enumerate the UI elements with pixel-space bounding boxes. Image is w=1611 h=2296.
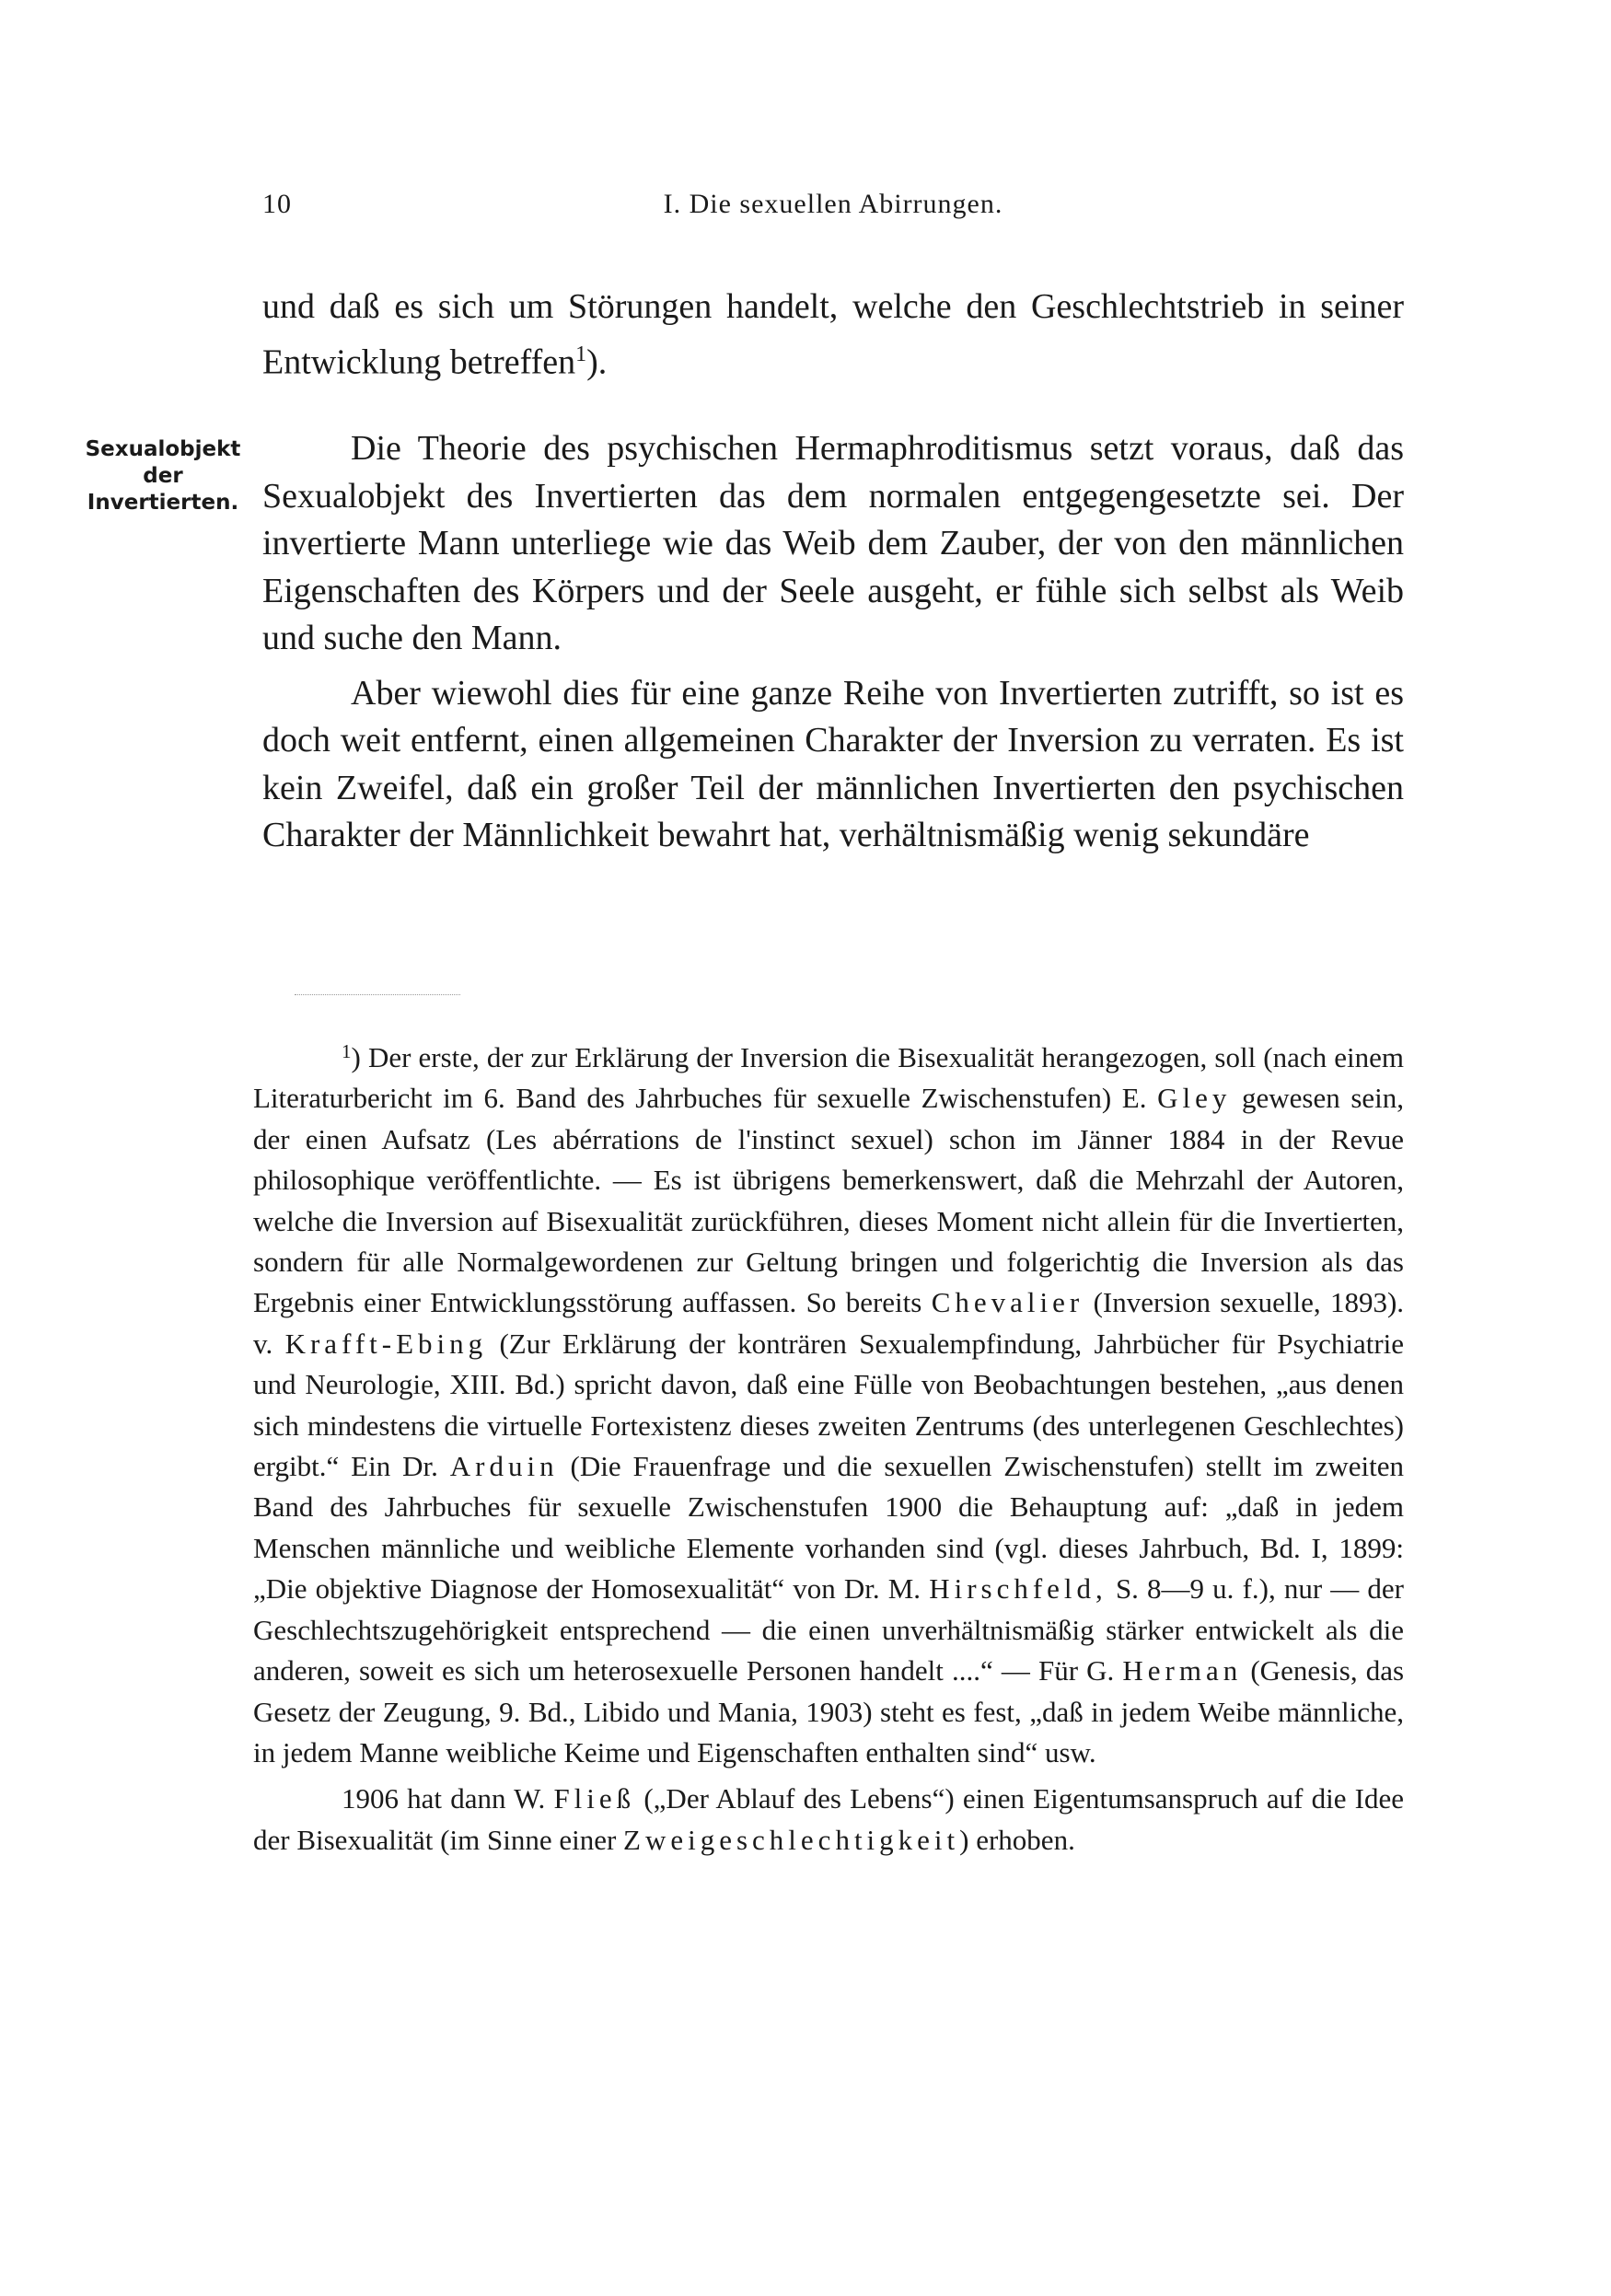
marginal-note-line: Sexualobjekt [85,437,241,461]
emphasized-term: Zweigeschlechtigkeit [623,1823,960,1856]
footnote-marker: 1 [342,1040,352,1062]
marginal-note-line: Invertierten. [87,491,239,515]
footnote-divider [295,994,460,995]
body-text [262,425,1404,860]
author-name: Krafft-Ebing [284,1327,488,1360]
marginal-note-line: der [143,464,183,488]
running-title: I. Die sexuellen Abirrungen. [663,189,1003,219]
author-name: Chevalier [931,1286,1084,1319]
page-header [262,189,1404,235]
author-name: Herman [1122,1654,1243,1687]
marginal-note [66,436,260,516]
author-name: Arduin [449,1450,559,1483]
author-name: Hirschfeld, [929,1572,1107,1606]
paragraph: Aber wiewohl dies für eine ganze Reihe von Invertierten zutrifft, so ist es doch weit entfernt, einen allgemeinen Charakter der Inversion zu verraten. Es ist kein Zweifel, daß ein großer Teil der männlichen Invertierten den psychischen Charakter der Männlichkeit bewahrt hat, verhältnismäßig wenig sekundäre [262,673,1404,854]
footnote [253,1031,1404,1861]
author-name: Fließ [553,1782,636,1815]
footnote-paragraph: $^1$) Der erste, der zur Erklärung der Inversion die Bisexualität herangezogen, soll (nach einem Literaturbericht im 6. Band des Jahrbuches für sexuelle Zwischenstufen) E. Gley gewesen sein, der einen Aufsatz (Les abérrations de l'instinct sexuel) schon im Jänner 1884 in der Revue philosophique veröffentlichte. — Es ist übrigens bemerkenswert, daß die Mehrzahl der Autoren, welche die Inversion auf Bisexualität zurückführen, dieses Moment nicht allein für die Invertierten, sondern für alle Normalgewordenen zur Geltung bringen und folgerichtig die Inversion als das Ergebnis einer Entwicklungsstörung auffassen. So bereits Chevalier (Inversion sexuelle, 1893). v. Krafft-Ebing (Zur Erklärung der konträren Sexualempfindung, Jahrbücher für Psychiatrie und Neurologie, XIII. Bd.) spricht davon, daß eine Fülle von Beobachtungen bestehen, „aus denen sich mindestens die virtuelle Fortexistenz dieses zweiten Zentrums (des unterlegenen Geschlechtes) ergibt.“ Ein Dr. Arduin (Die Frauenfrage und die sexuellen Zwischenstufen) stellt im zweiten Band des Jahrbuches für sexuelle Zwischenstufen 1900 die Behauptung auf: „daß in jedem Menschen männliche und weibliche Elemente vorhanden sind (vgl. dieses Jahrbuch, Bd. I, 1899: „Die objektive Diagnose der Homosexualität“ von Dr. M. Hirschfeld, S. 8—9 u. f.), nur — der Geschlechtszugehörigkeit entsprechend — die einen unverhältnismäßig stärker entwickelt als die anderen, soweit es sich um heterosexuelle Personen handelt ....“ — Für G. Herman (Genesis, das Gesetz der Zeugung, 9. Bd., Libido und Mania, 1903) steht es fest, „daß in jedem Weibe männliche, in jedem Manne weibliche Keime und Eigenschaften enthalten sind“ usw. [253,1040,1405,1768]
footnote-reference[interactable]: 1 [575,342,587,366]
paragraph: Die Theorie des psychischen Hermaphroditismus setzt voraus, daß das Sexualobjekt des Invertierten das dem normalen entgegengesetzte sei. Der invertierte Mann unterliege wie das Weib dem Zauber, der von den männlichen Eigenschaften des Körpers und der Seele ausgeht, er fühle sich selbst als Weib und suche den Mann. [262,429,1404,657]
footnote-paragraph: 1906 hat dann W. Fließ („Der Ablauf des Lebens“) einen Eigentumsanspruch auf die Idee der Bisexualität (im Sinne einer Zweigeschlechtigkeit) erhoben. [253,1782,1404,1856]
paragraph-continuation: und daß es sich um Störungen handelt, welche den Geschlechtstrieb in seiner Entwicklung betreffen$^1$). [262,287,1404,382]
author-name: Gley [1157,1082,1232,1115]
body-text-top [262,284,1404,387]
page-number: 10 [262,189,292,219]
